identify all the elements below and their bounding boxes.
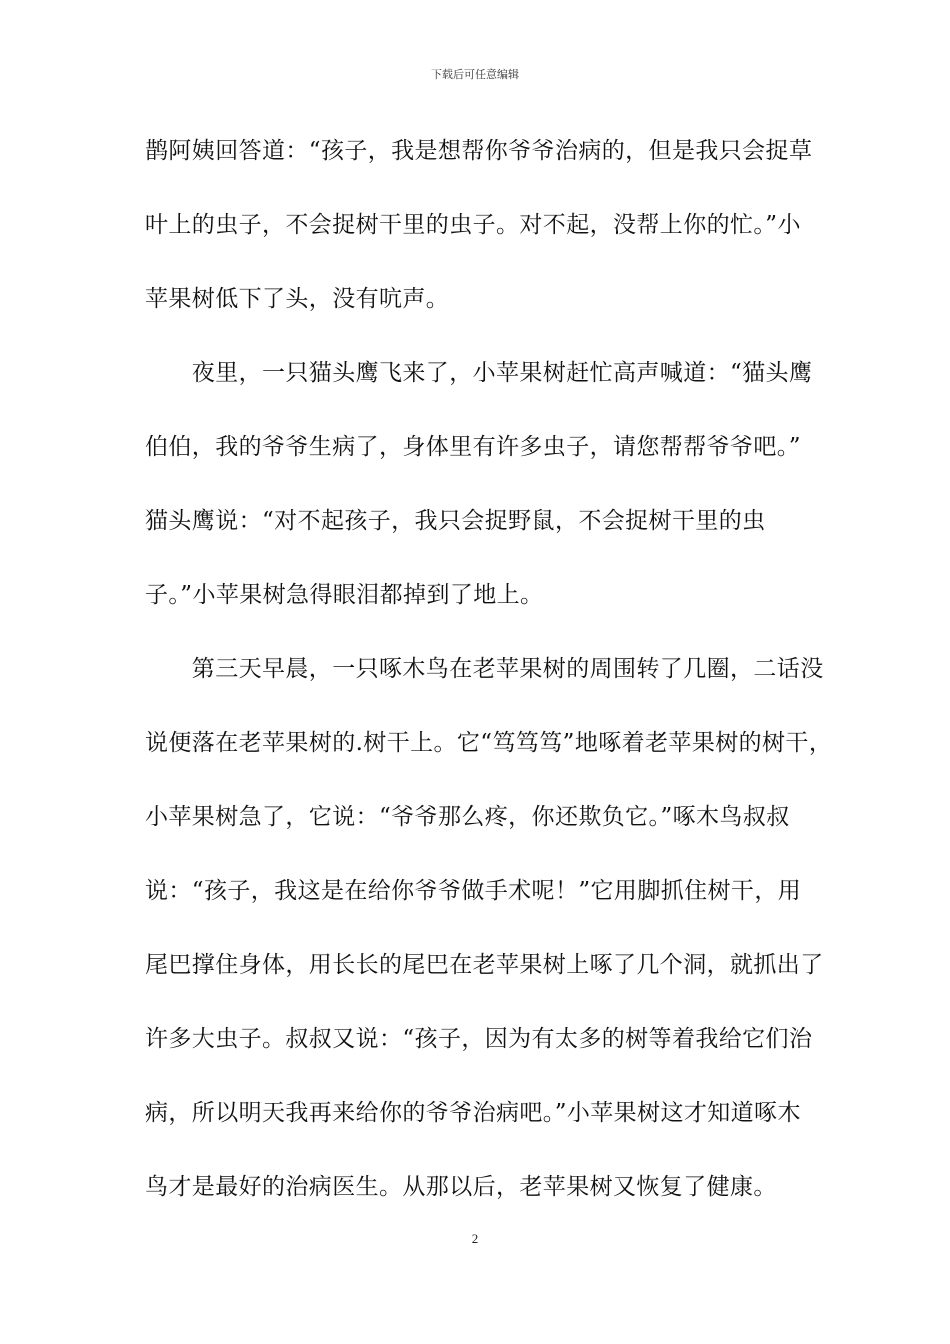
page-number: 2: [471, 1231, 479, 1246]
text-line: 叶上的虫子，不会捉树干里的虫子。对不起，没帮上你的忙。”小: [145, 212, 801, 238]
text-line: 夜里，一只猫头鹰飞来了，小苹果树赶忙高声喊道：“猫头鹰: [145, 360, 813, 386]
text-line: 苹果树低下了头，没有吭声。: [145, 286, 450, 312]
text-line: 许多大虫子。叔叔又说：“孩子，因为有太多的树等着我给它们治: [145, 1026, 813, 1052]
text-line: 小苹果树急了，它说：“爷爷那么疼，你还欺负它。”啄木鸟叔叔: [145, 804, 790, 830]
text-line: 病，所以明天我再来给你的爷爷治病吧。”小苹果树这才知道啄木: [145, 1100, 801, 1126]
page-header-note: 下载后可任意编辑: [431, 68, 519, 81]
text-line: 鹊阿姨回答道：“孩子，我是想帮你爷爷治病的，但是我只会捉草: [145, 138, 813, 164]
text-line: 猫头鹰说：“对不起孩子，我只会捉野鼠，不会捉树干里的虫: [145, 508, 766, 534]
text-line: 说便落在老苹果树的.树干上。它“笃笃笃”地啄着老苹果树的树干，: [145, 730, 833, 756]
text-line: 尾巴撑住身体，用长长的尾巴在老苹果树上啄了几个洞，就抓出了: [145, 952, 824, 978]
text-line: 伯伯，我的爷爷生病了，身体里有许多虫子，请您帮帮爷爷吧。”: [145, 434, 801, 460]
text-line: 鸟才是最好的治病医生。从那以后，老苹果树又恢复了健康。: [145, 1174, 777, 1200]
text-line: 子。”小苹果树急得眼泪都掉到了地上。: [145, 582, 544, 608]
text-line: 第三天早晨，一只啄木鸟在老苹果树的周围转了几圈，二话没: [145, 656, 824, 682]
text-line: 说：“孩子，我这是在给你爷爷做手术呢！”它用脚抓住树干，用: [145, 878, 802, 904]
